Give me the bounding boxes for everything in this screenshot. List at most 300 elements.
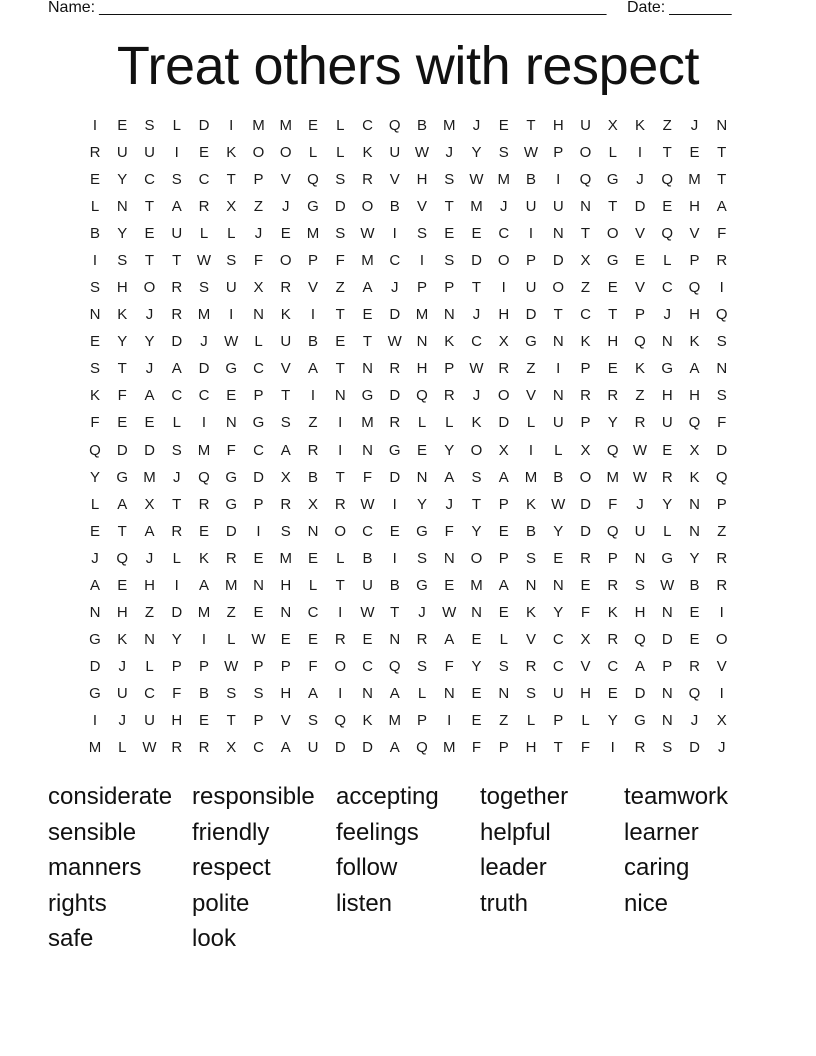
grid-letter: M [224,576,238,594]
grid-letter: I [719,279,724,297]
grid-letter: I [229,116,234,134]
word-bank-item: nice [624,889,669,917]
grid-letter: J [445,143,453,161]
grid-letter: L [254,333,263,351]
grid-letter: P [662,658,673,676]
grid-letter: G [225,468,238,486]
grid-letter: F [444,522,454,540]
grid-letter: Q [388,116,401,134]
grid-letter: K [444,333,455,351]
grid-letter: D [144,441,155,459]
grid-letter: A [362,279,373,297]
grid-letter: A [389,739,400,757]
name-field [48,0,606,17]
grid-letter: F [717,414,727,432]
grid-letter: M [524,468,538,486]
grid-letter: H [498,306,510,324]
grid-letter: A [144,522,155,540]
grid-letter: I [419,251,425,269]
grid-letter: W [632,441,648,459]
grid-letter: A [389,685,400,703]
grid-letter: D [334,197,346,215]
grid-letter: H [525,739,537,757]
grid-letter: U [661,414,673,432]
grid-letter: M [388,712,401,730]
grid-letter: Q [579,170,592,188]
grid-letter: O [361,197,374,215]
grid-letter: P [498,495,509,513]
grid-row [81,220,735,247]
grid-letter: V [280,712,291,730]
grid-letter: S [280,522,291,540]
grid-letter: F [226,441,236,459]
grid-letter: E [307,631,318,649]
grid-letter: P [253,387,264,405]
grid-letter: V [689,224,700,242]
grid-letter: M [497,170,510,188]
grid-letter: Y [662,495,673,513]
grid-letter: P [553,143,564,161]
grid-letter: S [498,658,509,676]
grid-letter: R [716,576,728,594]
grid-letter: E [389,522,400,540]
grid-letter: K [525,495,536,513]
grid-letter: V [716,658,727,676]
name-label: Name: [48,0,96,16]
word-bank-item: friendly [192,818,270,846]
word-bank-item: truth [480,889,529,917]
grid-letter: L [336,143,345,161]
grid-letter: T [444,197,454,215]
grid-letter: Z [226,604,236,621]
grid-letter: P [444,360,455,378]
word-bank-item: manners [48,854,142,881]
grid-letter: C [471,333,482,351]
grid-letter: N [116,197,128,215]
grid-letter: M [252,116,265,134]
grid-letter: S [498,143,509,161]
grid-letter: R [607,631,619,649]
grid-letter: N [89,306,101,324]
grid-letter: S [416,549,427,567]
grid-letter: R [362,170,373,188]
grid-letter: K [525,604,536,621]
grid-letter: W [442,604,457,621]
grid-letter: C [498,224,510,242]
grid-letter: K [471,414,482,432]
grid-letter: R [634,739,646,757]
grid-letter: P [253,712,264,730]
grid-letter: M [88,739,102,757]
grid-letter: C [580,306,591,324]
grid-letter: R [89,143,101,161]
grid-letter: G [606,170,619,188]
grid-letter: P [416,279,427,297]
grid-letter: S [525,549,536,567]
grid-letter: V [525,631,536,649]
grid-row [81,355,735,382]
grid-letter: A [144,387,155,405]
grid-letter: Q [606,522,619,540]
page-title: Treat others with respect [116,36,700,96]
grid-letter: C [144,170,155,188]
grid-letter: E [144,414,155,432]
grid-letter: W [469,360,484,378]
grid-letter: J [200,333,208,351]
grid-letter: D [661,631,673,649]
grid-letter: T [390,604,400,621]
grid-letter: E [307,116,318,134]
grid-letter: O [497,387,510,405]
grid-letter: L [554,441,563,459]
grid-letter: L [417,685,427,703]
grid-letter: R [716,549,728,567]
grid-letter: I [174,143,179,161]
grid-letter: S [171,170,182,188]
grid-letter: K [117,631,128,649]
grid-letter: N [552,224,564,242]
word-bank-item: safe [48,925,94,952]
grid-letter: E [335,333,346,351]
grid-letter: Q [688,279,701,297]
grid-letter: V [389,170,400,188]
grid-letter: S [634,576,645,594]
grid-letter: T [144,197,155,215]
grid-letter: H [280,685,292,703]
grid-letter: R [225,549,237,567]
grid-letter: P [607,549,618,567]
grid-letter: N [89,604,101,621]
grid-letter: U [171,224,183,242]
grid-letter: N [552,387,564,405]
grid-letter: Q [116,549,129,567]
grid-letter: D [580,495,591,513]
grid-letter: R [171,522,183,540]
grid-letter: E [662,197,673,215]
grid-letter: H [661,387,673,405]
grid-letter: L [526,414,536,432]
grid-letter: O [252,143,265,161]
grid-letter: R [198,495,210,513]
grid-letter: N [443,306,455,324]
grid-letter: C [198,387,210,405]
grid-letter: Y [471,522,482,540]
grid-letter: Q [416,739,428,757]
grid-letter: A [444,631,455,649]
grid-letter: C [362,116,373,134]
grid-letter: D [171,333,183,351]
grid-letter: V [525,387,536,405]
grid-letter: P [498,549,509,567]
grid-letter: T [172,495,182,513]
grid-letter: N [661,712,673,730]
word-bank [48,779,768,957]
grid-letter: R [661,468,673,486]
grid-letter: M [279,549,292,567]
grid-letter: W [469,170,484,188]
grid-letter: S [716,387,727,405]
grid-letter: O [552,279,565,297]
grid-letter: Y [117,224,128,242]
grid-letter: F [253,251,264,269]
grid-letter: L [663,251,672,269]
grid-letter: D [225,522,237,540]
grid-letter: Z [717,522,727,540]
grid-letter: W [196,251,212,269]
grid-letter: J [91,549,99,567]
grid-letter: R [498,360,510,378]
grid-letter: H [144,576,155,594]
grid-letter: Y [117,333,128,351]
grid-letter: J [281,197,290,215]
grid-letter: K [362,143,373,161]
grid-letter: I [338,414,343,432]
grid-letter: T [335,576,345,594]
grid-letter: I [719,685,724,703]
grid-letter: D [634,197,646,215]
grid-letter: F [172,685,182,703]
grid-letter: R [389,360,401,378]
grid-letter: A [716,197,727,215]
grid-letter: J [118,712,126,730]
date-label: Date: [627,0,666,16]
grid-letter: J [717,739,726,757]
grid-letter: Y [117,170,128,188]
grid-letter: I [338,441,343,459]
grid-letter: J [472,387,481,405]
grid-letter: H [416,360,428,378]
grid-letter: I [174,576,179,594]
grid-letter: T [335,468,345,486]
grid-letter: E [689,631,700,649]
grid-letter: P [307,251,318,269]
grid-letter: A [634,658,645,676]
grid-letter: P [253,170,264,188]
grid-letter: I [556,170,561,188]
grid-letter: P [171,658,182,676]
grid-letter: U [552,685,564,703]
grid-letter: C [253,360,264,378]
date-field [627,0,732,17]
grid-letter: U [525,279,537,297]
grid-letter: T [117,360,127,378]
grid-letter: E [498,116,509,134]
grid-letter: E [89,333,100,351]
grid-letter: Z [499,712,509,730]
grid-letter: P [416,712,427,730]
grid-letter: N [525,576,537,594]
grid-letter: Z [308,414,318,432]
grid-letter: Y [607,712,618,730]
grid-letter: D [525,306,537,324]
grid-letter: M [197,306,211,324]
grid-letter: N [362,685,373,703]
grid-letter: E [117,576,128,594]
grid-letter: A [444,468,455,486]
grid-letter: I [92,712,98,730]
grid-letter: K [226,143,237,161]
grid-letter: H [689,197,700,215]
grid-letter: K [634,360,645,378]
grid-letter: R [198,197,210,215]
grid-letter: I [447,712,452,730]
grid-row [81,626,735,653]
grid-letter: K [280,306,291,324]
grid-letter: N [634,549,646,567]
grid-letter: Y [89,468,100,486]
grid-letter: J [663,306,671,324]
grid-letter: S [226,251,237,269]
grid-letter: E [444,224,455,242]
grid-row [81,382,735,409]
grid-letter: H [580,685,591,703]
grid-letter: P [280,658,291,676]
grid-letter: P [689,251,700,269]
grid-row [81,491,735,518]
grid-letter: E [198,522,209,540]
grid-letter: Y [553,604,564,621]
grid-letter: C [661,279,673,297]
grid-letter: U [362,576,373,594]
grid-letter: Q [688,414,701,432]
grid-letter: X [580,631,591,649]
grid-letter: E [689,143,700,161]
grid-letter: W [387,333,402,351]
grid-letter: V [416,197,427,215]
grid-letter: L [172,549,181,567]
grid-letter: K [607,604,618,621]
grid-letter: M [361,251,374,269]
grid-letter: E [117,414,128,432]
grid-letter: C [253,739,264,757]
grid-letter: T [117,522,127,540]
grid-letter: E [307,549,318,567]
grid-letter: D [334,739,346,757]
grid-letter: S [335,224,346,242]
grid-letter: B [689,576,700,594]
grid-letter: T [226,712,236,730]
grid-letter: S [662,739,673,757]
grid-letter: H [116,604,128,621]
grid-row [81,572,735,599]
grid-letter: C [607,658,619,676]
grid-letter: I [392,224,397,242]
grid-letter: M [442,739,456,757]
grid-letter: W [224,658,239,676]
grid-letter: S [117,251,128,269]
grid-letter: N [689,495,700,513]
grid-letter: S [171,441,182,459]
grid-letter: D [198,116,210,134]
grid-letter: P [498,739,509,757]
grid-letter: P [553,712,564,730]
grid-letter: L [172,414,181,432]
word-bank-item: polite [192,889,250,917]
grid-letter: D [116,441,128,459]
grid-letter: N [661,685,673,703]
grid-letter: Y [444,441,455,459]
grid-letter: S [89,360,100,378]
grid-letter: L [308,576,318,594]
grid-letter: N [661,604,673,621]
word-bank-item: helpful [480,818,551,846]
grid-row [81,680,735,707]
grid-letter: F [608,495,618,513]
grid-letter: K [689,468,700,486]
grid-letter: U [552,414,564,432]
grid-letter: K [117,306,128,324]
grid-letter: Y [416,495,427,513]
grid-letter: Y [471,658,482,676]
grid-letter: J [636,170,644,188]
grid-letter: W [360,604,375,621]
word-bank-item: respect [192,854,271,881]
grid-letter: E [280,224,291,242]
grid-letter: C [362,658,373,676]
grid-row [81,409,735,436]
grid-letter: R [334,631,346,649]
grid-letter: N [307,522,319,540]
grid-letter: G [307,197,319,215]
grid-letter: K [634,116,645,134]
grid-row [81,545,735,572]
grid-letter: G [225,495,238,513]
grid-letter: E [226,387,237,405]
grid-letter: V [280,170,291,188]
grid-letter: J [499,197,508,215]
grid-letter: C [552,658,564,676]
grid-letter: Z [662,116,672,134]
grid-letter: D [716,441,728,459]
grid-letter: E [362,306,373,324]
word-bank-item: follow [336,854,398,881]
grid-letter: H [552,116,564,134]
grid-letter: U [225,279,237,297]
grid-letter: W [523,143,539,161]
grid-letter: N [443,549,455,567]
grid-letter: R [171,279,183,297]
grid-letter: I [92,251,98,269]
grid-letter: O [279,143,292,161]
grid-letter: T [226,170,236,188]
grid-letter: E [471,712,482,730]
grid-letter: H [689,306,700,324]
grid-letter: O [470,549,483,567]
grid-letter: Q [634,631,646,649]
grid-letter: I [310,387,316,405]
grid-letter: S [525,685,536,703]
grid-letter: F [362,468,373,486]
grid-letter: G [634,712,646,730]
grid-letter: R [334,495,346,513]
grid-letter: U [552,197,564,215]
grid-letter: V [307,279,318,297]
grid-letter: I [92,116,98,134]
grid-letter: R [307,441,319,459]
grid-letter: C [307,604,319,621]
grid-letter: J [472,116,481,134]
grid-letter: Y [171,631,182,649]
grid-letter: J [145,306,154,324]
grid-letter: N [416,468,428,486]
grid-letter: G [661,360,674,378]
grid-letter: S [253,685,264,703]
grid-letter: R [716,251,728,269]
grid-letter: R [607,576,619,594]
grid-letter: E [253,549,264,567]
grid-letter: L [336,549,345,567]
grid-letter: O [497,251,510,269]
